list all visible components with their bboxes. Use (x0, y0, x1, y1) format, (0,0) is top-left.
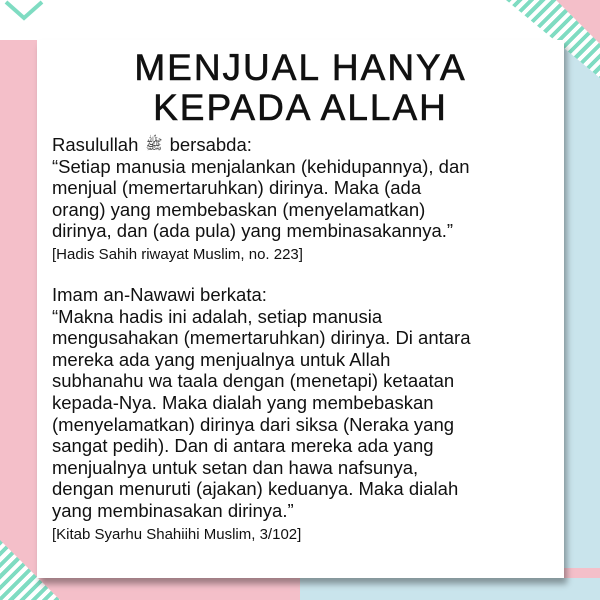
decorative-chevron-icon (4, 0, 44, 22)
background-top (0, 0, 600, 40)
hadith-reference: [Hadis Sahih riwayat Muslim, no. 223] (52, 245, 303, 263)
background-blue-bottom (300, 578, 600, 600)
hadith-intro-text: Rasulullah (52, 134, 139, 155)
commentary-intro: Imam an-Nawawi berkata: (52, 283, 267, 305)
hadith-intro (52, 134, 557, 156)
title-line-1: MENJUAL HANYA (134, 47, 467, 88)
page-title (37, 48, 564, 128)
title-line-2: KEPADA ALLAH (153, 87, 448, 128)
card-body (52, 134, 557, 544)
quote-card (37, 40, 564, 578)
commentary-reference: [Kitab Syarhu Shahiihi Muslim, 3/102] (52, 525, 302, 543)
salawat-honorific: ﷺ (145, 136, 163, 152)
hadith-quote: “Setiap manusia menjalankan (kehidupannya), dan menjual (memertaruhkan) dirinya. Maka (ada orang) yang membebaskan (menyelamatkan) dirinya, dan (ada pula) yang membinasakannya.” (52, 155, 470, 242)
section-gap (52, 264, 557, 284)
hadith-intro-suffix: bersabda: (164, 134, 252, 155)
commentary-quote: “Makna hadis ini adalah, setiap manusia mengusahakan (memertaruhkan) dirinya. Di antara mereka ada yang menjualnya untuk Allah subhanahu wa taala dengan (menetapi) ketaatan kepada-Nya. Maka dialah yang membebaskan (menyelamatkan) dirinya dari siksa (Neraka yang sangat pedih). Dan di antara mereka ada yang menjualnya untuk setan dan hawa nafsunya, dengan menuruti (ajakan) keduanya. Maka dialah yang membinasakan dirinya.” (52, 305, 471, 521)
